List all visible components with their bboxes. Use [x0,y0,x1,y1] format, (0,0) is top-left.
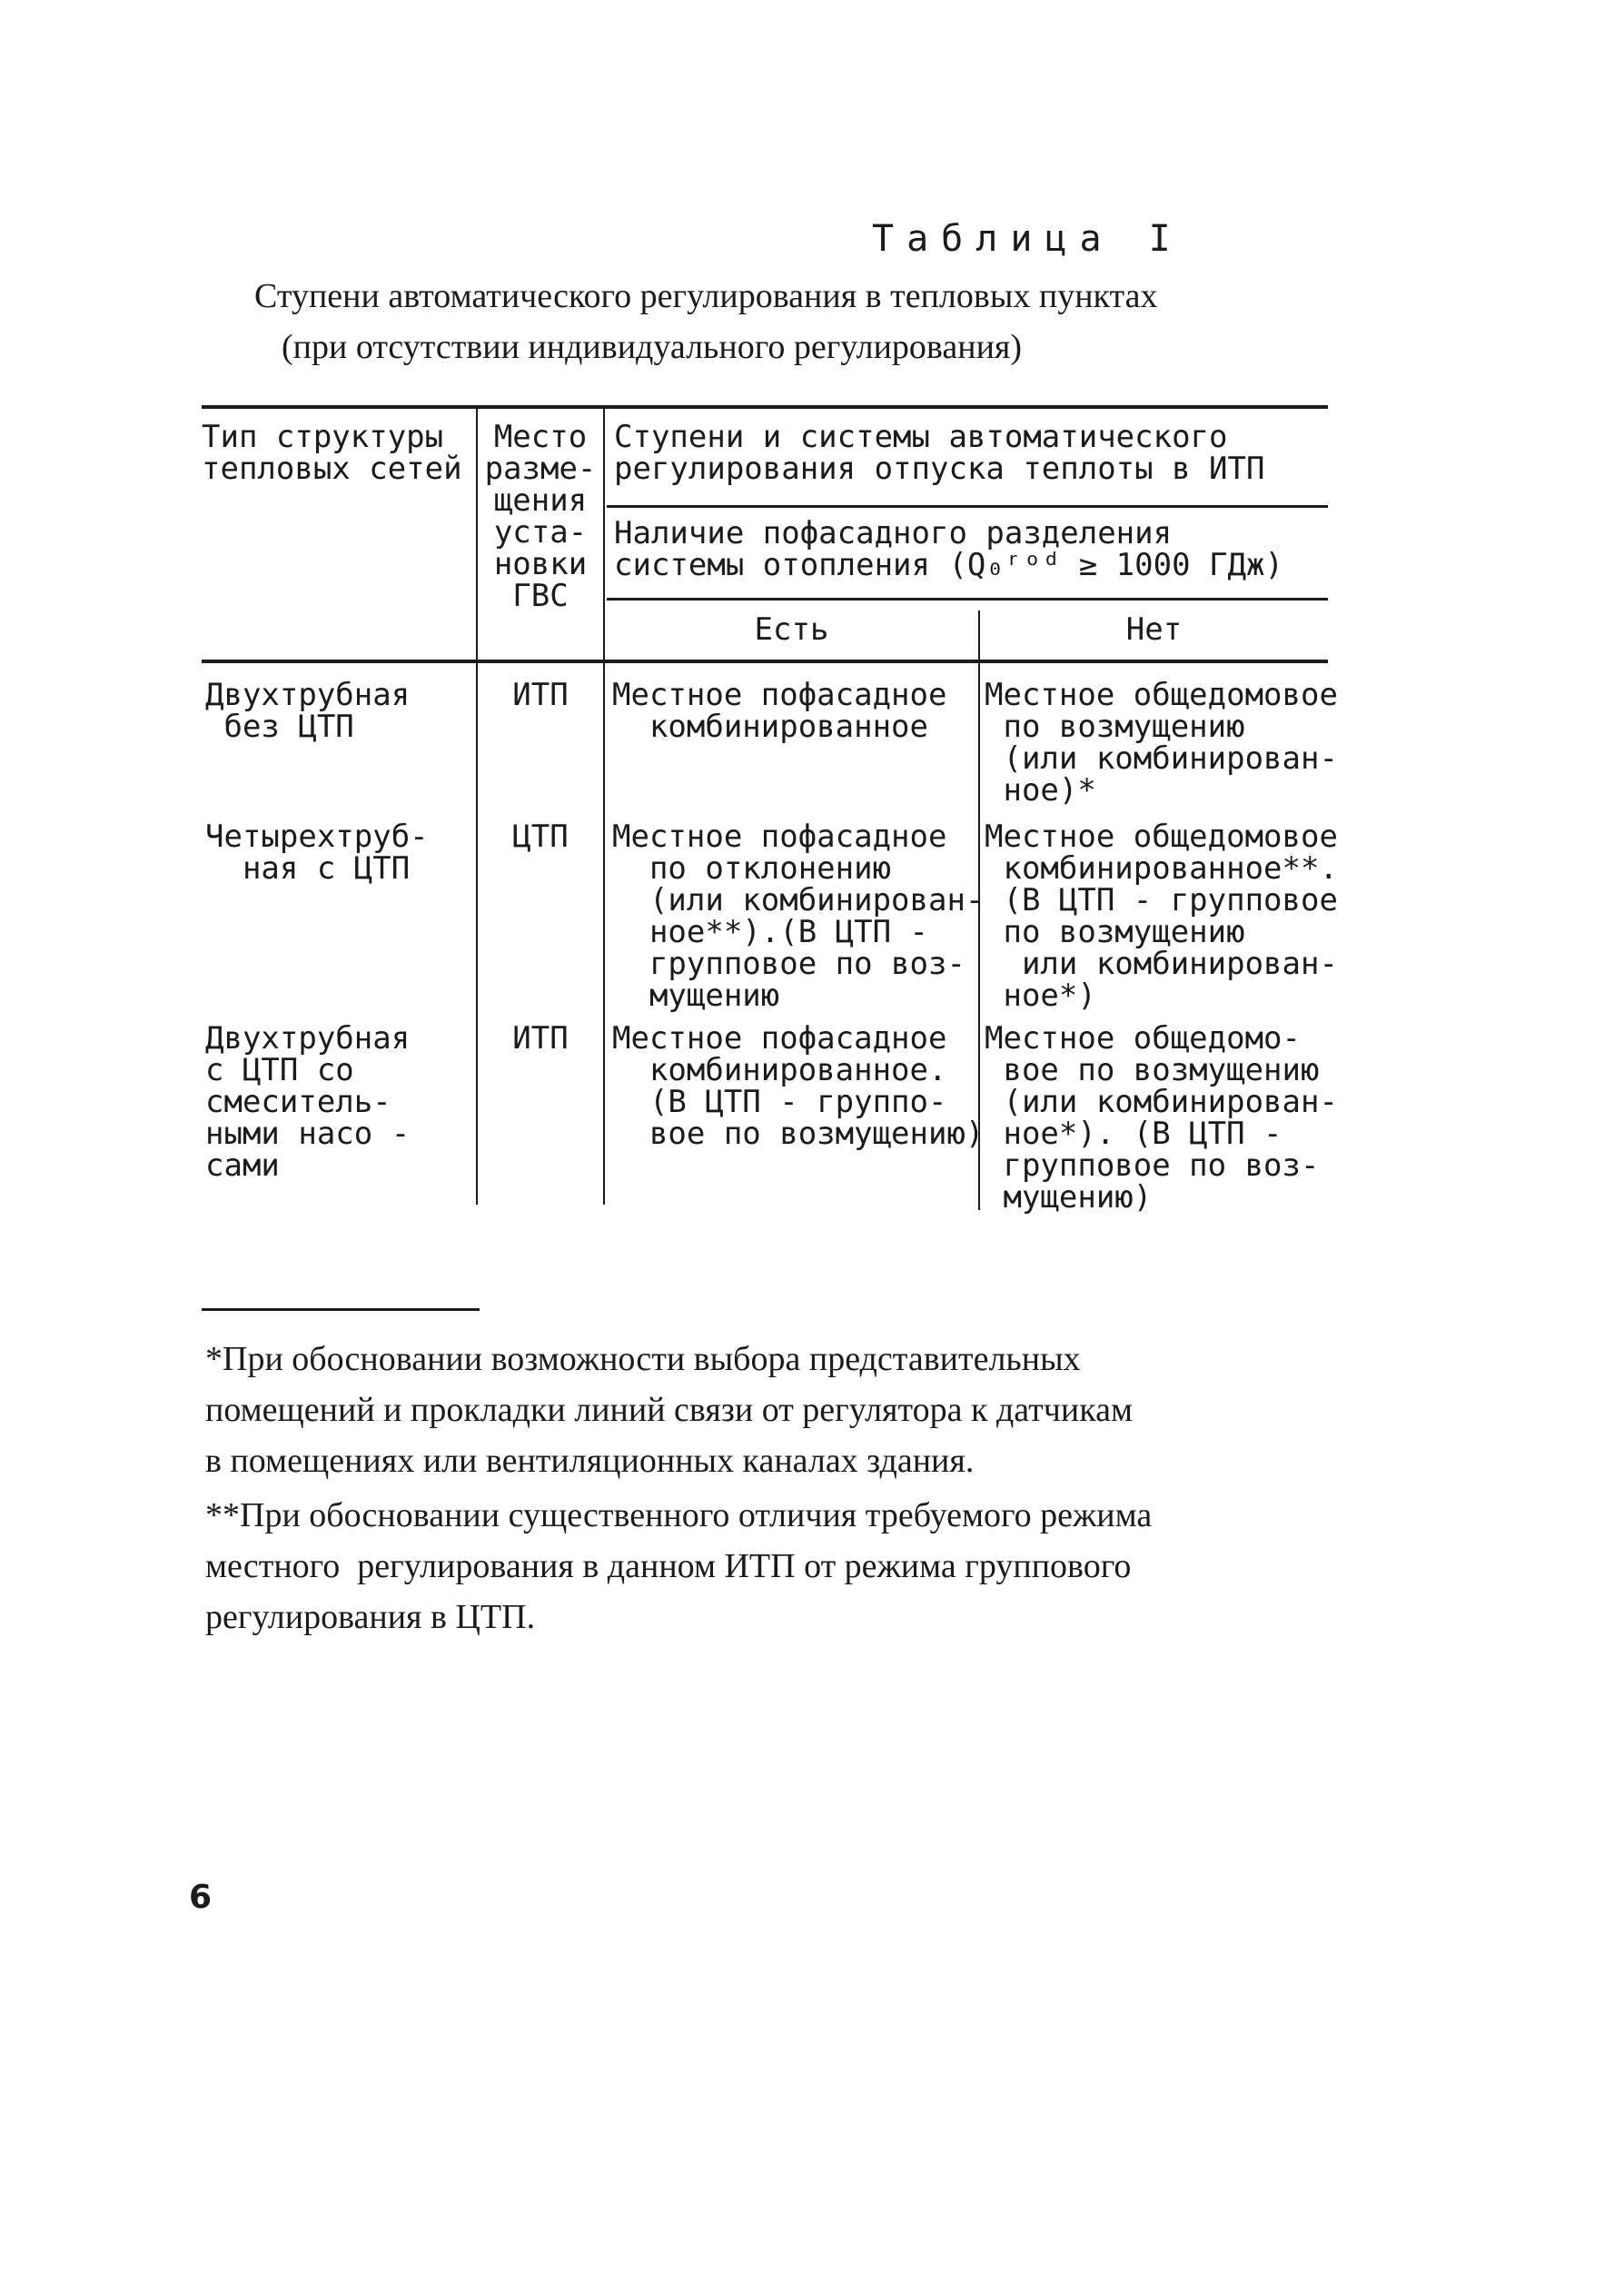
header-regulation-stages: Ступени и системы автоматического регулирования отпуска теплоты в ИТП [614,419,1265,487]
table-label: Таблица I [872,218,1183,260]
page-number: 6 [189,1879,213,1916]
row2-placement: ЦТП [512,819,569,855]
row1-placement: ИТП [512,677,569,713]
title-line-2: (при отсутствии индивидуального регулирования) [282,328,1023,366]
row2-network-type: Четырехтруб- ная с ЦТП [205,819,429,887]
row1-no: Местное общедомовое по возмущению (или комбинирован- ное)* [985,677,1338,809]
footnote-separator [202,1308,480,1311]
header-bottom-rule [202,660,1328,663]
table-col-divider-2 [603,405,605,1205]
header-network-type: Тип структуры тепловых сетей [202,419,462,487]
header-sub-rule-2 [607,598,1328,601]
footnote-2: **При обосновании существенного отличия требуемого режима местного регулирования в данном ИТП от режима группового регулирования в ЦТП. [205,1496,1153,1636]
header-no: Нет [1125,611,1183,648]
row3-network-type: Двухтрубная с ЦТП со смеситель- ными насо - сами [205,1020,411,1184]
header-yes: Есть [754,611,829,648]
header-dhw-placement: Место разме- щения уста- новки ГВС [484,419,597,614]
header-sub-rule-1 [607,505,1328,508]
row3-yes: Местное пофасадное комбинированное. (В ЦТП - группо- вое по возмущению) [612,1020,985,1152]
row3-placement: ИТП [512,1020,569,1057]
row2-yes: Местное пофасадное по отклонению (или комбинирован- ное**).(В ЦТП - групповое по воз- мущению [612,819,985,1014]
table-col-divider-1 [476,405,478,1205]
table-title [254,271,1390,372]
footnote-1: *При обосновании возможности выбора представительных помещений и прокладки линий связи от регулятора к датчикам в помещениях или вентиляционных каналах здания. [205,1340,1134,1480]
row1-yes: Местное пофасадное комбинированное [612,677,947,745]
header-facade-division: Наличие пофасадного разделения системы отопления (Q₀ʳᵒᵈ ≥ 1000 ГДж) [614,515,1283,583]
title-line-1: Ступени автоматического регулирования в тепловых пунктах [254,277,1158,315]
row1-network-type: Двухтрубная без ЦТП [205,677,411,745]
row2-no: Местное общедомовое комбинированное**. (В ЦТП - групповое по возмущению или комбинирован- ное*) [985,819,1338,1014]
table-top-rule [202,405,1328,409]
row3-no: Местное общедомо- вое по возмущению (или комбинирован- ное*). (В ЦТП - групповое по воз- мущению) [985,1020,1338,1216]
